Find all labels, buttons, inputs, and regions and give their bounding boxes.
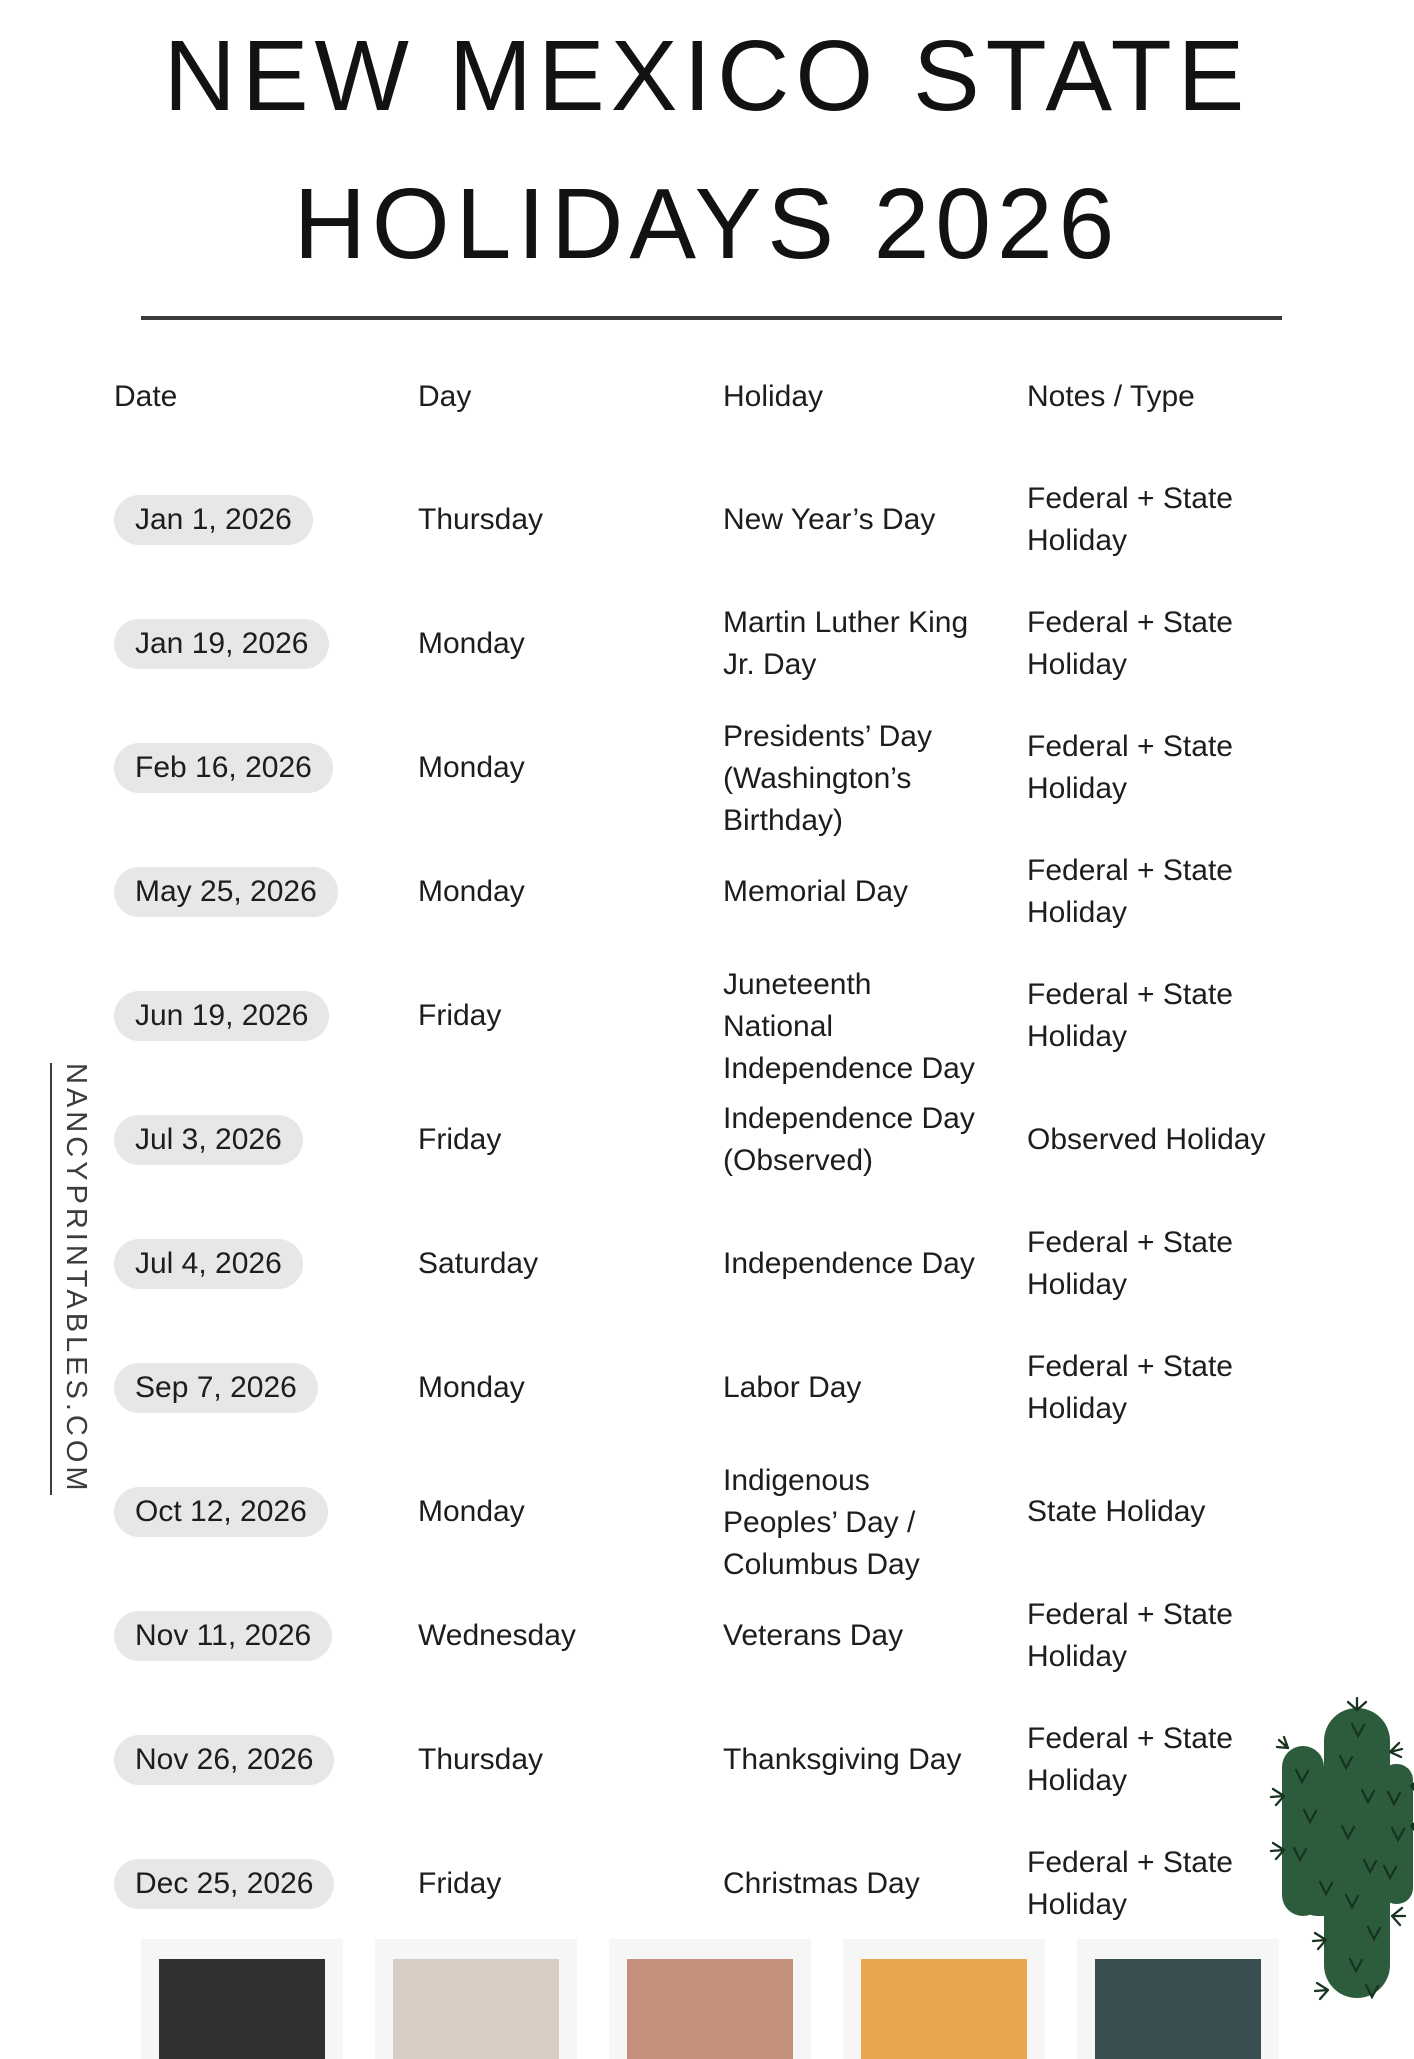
day-cell: Saturday — [418, 1247, 539, 1280]
date-pill: Feb 16, 2026 — [114, 743, 333, 793]
holiday-line: Birthday) — [723, 804, 844, 837]
watermark-text: NANCYPRINTABLES.COM — [50, 1063, 92, 1495]
date-pill: Jan 1, 2026 — [114, 495, 313, 545]
holiday-line: Veterans Day — [723, 1619, 904, 1652]
day-cell: Monday — [418, 1371, 525, 1404]
color-palette — [141, 1939, 1279, 2059]
holiday-cell — [723, 1863, 985, 1905]
table-row — [114, 1078, 1300, 1202]
date-cell — [114, 1115, 418, 1165]
holiday-line: Christmas Day — [723, 1867, 920, 1900]
date-pill: Sep 7, 2026 — [114, 1363, 318, 1413]
table-row — [114, 1450, 1300, 1581]
date-pill: Nov 11, 2026 — [114, 1611, 332, 1661]
holiday-line: Thanksgiving Day — [723, 1743, 962, 1776]
date-cell — [114, 1363, 418, 1413]
column-header-notes: Notes / Type — [1027, 380, 1195, 413]
holiday-line: New Year’s Day — [723, 503, 936, 536]
notes-cell: Federal + State Holiday — [1027, 606, 1233, 681]
notes-cell: State Holiday — [1027, 1495, 1206, 1528]
holiday-line: Presidents’ Day — [723, 720, 932, 753]
day-cell: Monday — [418, 751, 525, 784]
palette-swatch — [861, 1959, 1027, 2059]
column-header-day: Day — [418, 380, 472, 413]
cactus-icon — [1280, 1700, 1414, 2000]
date-pill: May 25, 2026 — [114, 867, 338, 917]
date-cell — [114, 1859, 418, 1909]
column-header-date: Date — [114, 380, 178, 413]
table-row — [114, 1698, 1300, 1822]
palette-swatch-card — [1077, 1939, 1279, 2059]
palette-swatch-card — [843, 1939, 1045, 2059]
date-pill: Jul 4, 2026 — [114, 1239, 303, 1289]
notes-cell: Observed Holiday — [1027, 1123, 1266, 1156]
palette-swatch — [627, 1959, 793, 2059]
date-cell — [114, 1611, 418, 1661]
holiday-cell — [723, 964, 985, 1085]
day-cell: Monday — [418, 627, 525, 660]
holiday-cell — [723, 1098, 985, 1182]
palette-swatch — [393, 1959, 559, 2059]
title-divider — [141, 316, 1282, 320]
holiday-line: Juneteenth — [723, 968, 872, 1001]
day-cell: Friday — [418, 1123, 502, 1156]
notes-cell: Federal + State Holiday — [1027, 1226, 1233, 1301]
table-row — [114, 1326, 1300, 1450]
notes-cell: Federal + State Holiday — [1027, 978, 1233, 1053]
holiday-line: Memorial Day — [723, 875, 909, 908]
date-pill: Jun 19, 2026 — [114, 991, 329, 1041]
holiday-cell — [723, 602, 985, 686]
table-row — [114, 1202, 1300, 1326]
holiday-cell — [723, 1739, 985, 1781]
table-row — [114, 1574, 1300, 1698]
day-cell: Wednesday — [418, 1619, 576, 1652]
date-cell — [114, 495, 418, 545]
holiday-cell — [723, 499, 985, 541]
column-header-holiday: Holiday — [723, 380, 824, 413]
holiday-line: Peoples’ Day / — [723, 1506, 916, 1539]
table-header — [114, 370, 1300, 424]
holiday-line: (Washington’s — [723, 762, 912, 795]
holiday-line: Independence Day — [723, 1102, 975, 1135]
notes-cell: Federal + State Holiday — [1027, 482, 1233, 557]
palette-swatch-card — [609, 1939, 811, 2059]
holiday-line: (Observed) — [723, 1144, 874, 1177]
table-row — [114, 458, 1300, 582]
date-cell — [114, 1239, 418, 1289]
date-pill: Dec 25, 2026 — [114, 1859, 334, 1909]
palette-swatch — [1095, 1959, 1261, 2059]
notes-cell: Federal + State Holiday — [1027, 1722, 1233, 1797]
notes-cell: Federal + State Holiday — [1027, 1350, 1233, 1425]
holiday-table — [114, 458, 1300, 1946]
holiday-line: Independence Day — [723, 1052, 975, 1085]
date-cell — [114, 867, 418, 917]
notes-cell: Federal + State Holiday — [1027, 854, 1233, 929]
holiday-line: Martin Luther King — [723, 606, 969, 639]
table-row — [114, 1822, 1300, 1946]
date-pill: Nov 26, 2026 — [114, 1735, 334, 1785]
table-row — [114, 830, 1300, 954]
date-cell — [114, 743, 418, 793]
holiday-cell — [723, 1367, 985, 1409]
day-cell: Friday — [418, 999, 502, 1032]
day-cell: Thursday — [418, 1743, 544, 1776]
holiday-line: Columbus Day — [723, 1548, 920, 1581]
holiday-line: Jr. Day — [723, 648, 817, 681]
holiday-cell — [723, 716, 985, 837]
cactus-illustration — [1280, 1700, 1414, 2000]
holiday-line: Indigenous — [723, 1464, 870, 1497]
day-cell: Monday — [418, 875, 525, 908]
date-pill: Jan 19, 2026 — [114, 619, 329, 669]
page-title-line1: NEW MEXICO STATE — [163, 20, 1251, 132]
page-title — [0, 2, 1414, 298]
day-cell: Thursday — [418, 503, 544, 536]
day-cell: Friday — [418, 1867, 502, 1900]
holiday-line: Labor Day — [723, 1371, 862, 1404]
date-cell — [114, 1487, 418, 1537]
notes-cell: Federal + State Holiday — [1027, 730, 1233, 805]
holiday-cell — [723, 1460, 985, 1581]
page-title-line2: HOLIDAYS 2026 — [293, 168, 1121, 280]
date-cell — [114, 1735, 418, 1785]
holiday-cell — [723, 1615, 985, 1657]
palette-swatch — [159, 1959, 325, 2059]
date-cell — [114, 991, 418, 1041]
day-cell: Monday — [418, 1495, 525, 1528]
palette-swatch-card — [375, 1939, 577, 2059]
table-row — [114, 706, 1300, 837]
date-cell — [114, 619, 418, 669]
palette-swatch-card — [141, 1939, 343, 2059]
table-row — [114, 582, 1300, 706]
holiday-line: National — [723, 1010, 834, 1043]
holiday-line: Independence Day — [723, 1247, 975, 1280]
holiday-cell — [723, 871, 985, 913]
notes-cell: Federal + State Holiday — [1027, 1846, 1233, 1921]
notes-cell: Federal + State Holiday — [1027, 1598, 1233, 1673]
holiday-cell — [723, 1243, 985, 1285]
date-pill: Jul 3, 2026 — [114, 1115, 303, 1165]
date-pill: Oct 12, 2026 — [114, 1487, 328, 1537]
table-row — [114, 954, 1300, 1085]
